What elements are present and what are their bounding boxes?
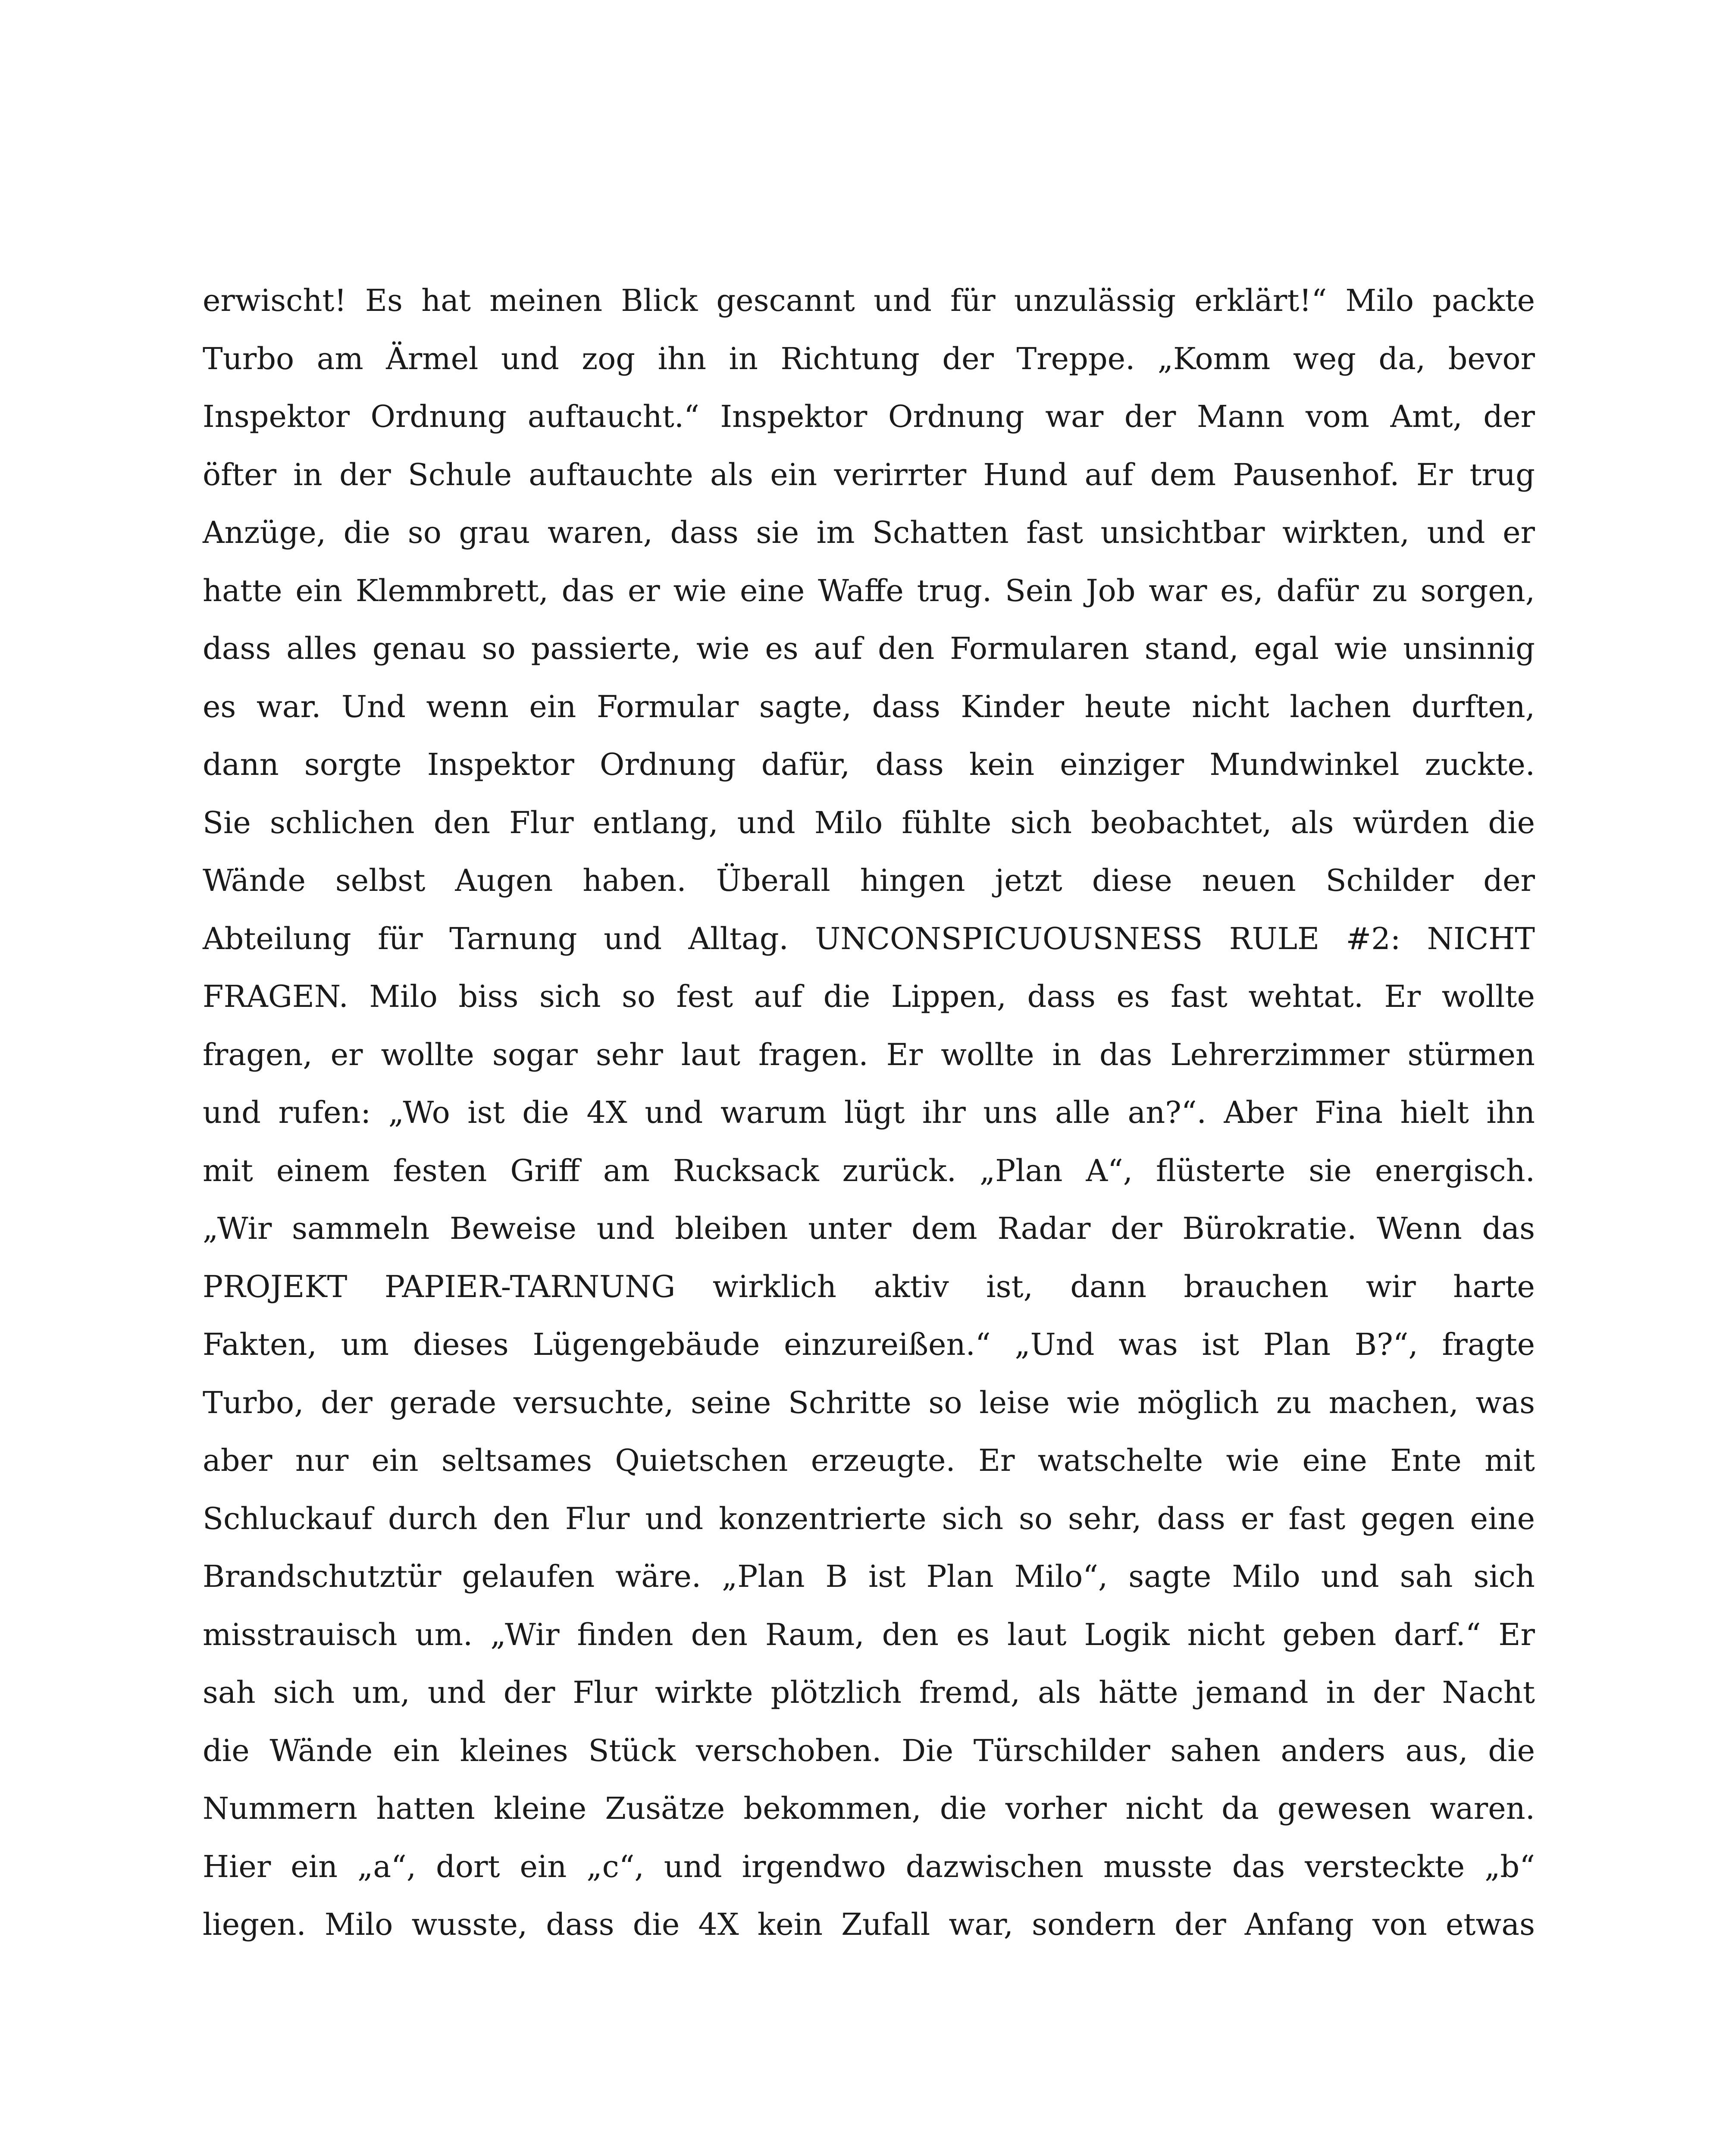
text-line: Fakten, um dieses Lügengebäude einzureißen.“ „Und was ist Plan B?“, fragte <box>203 1327 1535 1362</box>
text-line: sah sich um, und der Flur wirkte plötzlich fremd, als hätte jemand in der Nacht <box>203 1675 1535 1710</box>
text-line: und rufen: „Wo ist die 4X und warum lügt ihr uns alle an?“. Aber Fina hielt ihn <box>203 1095 1535 1130</box>
text-line: dass alles genau so passierte, wie es auf den Formularen stand, egal wie unsinnig <box>203 631 1535 666</box>
text-line: Turbo am Ärmel und zog ihn in Richtung der Treppe. „Komm weg da, bevor <box>203 341 1535 376</box>
text-line: Anzüge, die so grau waren, dass sie im Schatten fast unsichtbar wirkten, und er <box>203 515 1535 550</box>
text-line: dann sorgte Inspektor Ordnung dafür, dass kein einziger Mundwinkel zuckte. <box>203 747 1535 782</box>
text-line: PROJEKT PAPIER-TARNUNG wirklich aktiv ist, dann brauchen wir harte <box>203 1269 1535 1304</box>
text-line: FRAGEN. Milo biss sich so fest auf die Lippen, dass es fast wehtat. Er wollte <box>203 979 1535 1014</box>
text-line: Inspektor Ordnung auftaucht.“ Inspektor Ordnung war der Mann vom Amt, der <box>203 399 1535 434</box>
text-line: Abteilung für Tarnung und Alltag. UNCONSPICUOUSNESS RULE #2: NICHT <box>203 921 1535 956</box>
text-line: die Wände ein kleines Stück verschoben. Die Türschilder sahen anders aus, die <box>203 1733 1535 1768</box>
text-line: mit einem festen Griff am Rucksack zurück. „Plan A“, flüsterte sie energisch. <box>203 1153 1535 1188</box>
text-line: erwischt! Es hat meinen Blick gescannt und für unzulässig erklärt!“ Milo packte <box>203 283 1535 318</box>
text-line: Turbo, der gerade versuchte, seine Schritte so leise wie möglich zu machen, was <box>203 1385 1535 1420</box>
text-line: fragen, er wollte sogar sehr laut fragen. Er wollte in das Lehrerzimmer stürmen <box>203 1037 1535 1072</box>
text-line: Schluckauf durch den Flur und konzentrierte sich so sehr, dass er fast gegen eine <box>203 1501 1535 1536</box>
text-line: misstrauisch um. „Wir finden den Raum, den es laut Logik nicht geben darf.“ Er <box>203 1617 1535 1652</box>
text-line: Nummern hatten kleine Zusätze bekommen, die vorher nicht da gewesen waren. <box>203 1791 1535 1826</box>
text-line: Sie schlichen den Flur entlang, und Milo fühlte sich beobachtet, als würden die <box>203 805 1535 840</box>
text-line: Brandschutztür gelaufen wäre. „Plan B ist Plan Milo“, sagte Milo und sah sich <box>203 1559 1535 1594</box>
text-line: Hier ein „a“, dort ein „c“, und irgendwo dazwischen musste das versteckte „b“ <box>203 1849 1535 1884</box>
text-line: „Wir sammeln Beweise und bleiben unter dem Radar der Bürokratie. Wenn das <box>203 1211 1535 1246</box>
text-line: liegen. Milo wusste, dass die 4X kein Zufall war, sondern der Anfang von etwas <box>203 1907 1535 1942</box>
text-line: aber nur ein seltsames Quietschen erzeugte. Er watschelte wie eine Ente mit <box>203 1443 1535 1478</box>
text-line: hatte ein Klemmbrett, das er wie eine Waffe trug. Sein Job war es, dafür zu sorgen, <box>203 573 1535 608</box>
text-line: Wände selbst Augen haben. Überall hingen jetzt diese neuen Schilder der <box>203 863 1535 898</box>
text-line: es war. Und wenn ein Formular sagte, dass Kinder heute nicht lachen durften, <box>203 689 1535 724</box>
text-line: öfter in der Schule auftauchte als ein verirrter Hund auf dem Pausenhof. Er trug <box>203 457 1535 492</box>
body-text <box>203 272 1535 1954</box>
